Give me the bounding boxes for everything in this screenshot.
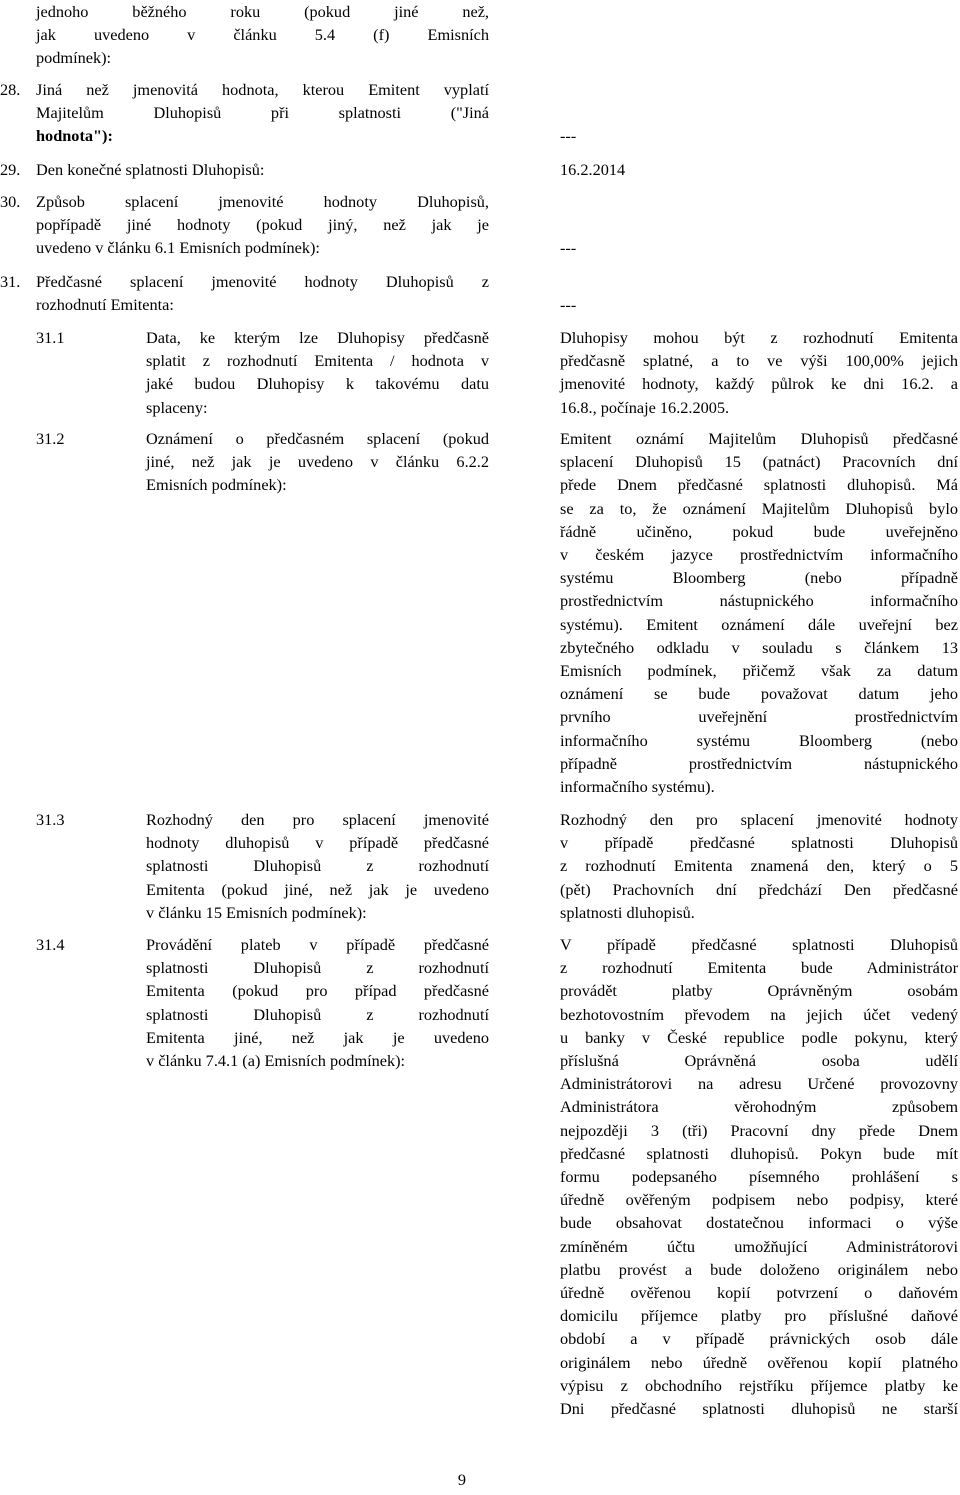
item-number: 30. <box>0 192 21 211</box>
text-line: bude obsahovat dostatečnou informaci o výše <box>560 1213 958 1233</box>
text-line: informačního systému). <box>560 777 715 797</box>
item-number: 28. <box>0 80 21 99</box>
text-line: splatnosti Dluhopisů z rozhodnutí <box>146 856 489 876</box>
text-line: v článku 15 Emisních podmínek): <box>146 902 367 922</box>
text-line: (pět) Prachovních dní předchází Den předčasné <box>560 879 958 899</box>
item-31-2-label <box>146 427 489 497</box>
text-line: výpisu z obchodního rejstříku příjemce platby ke <box>560 1375 958 1395</box>
text-line: platbu provést a bude doloženo originálem nebo <box>560 1259 958 1279</box>
text-line: z rozhodnutí Emitenta bude Administrátor <box>560 958 958 978</box>
text-line: systému). Emitent oznámení dále uveřejní bez <box>560 614 958 634</box>
text-line: Rozhodný den pro splacení jmenovité <box>146 810 489 829</box>
text-line: splacení Dluhopisů 15 (patnáct) Pracovních dní <box>560 452 958 472</box>
text-line: Majitelům Dluhopisů při splatnosti ("Jiná <box>36 103 489 123</box>
item-31-2-value <box>560 427 958 798</box>
item-29-label: Den konečné splatnosti Dluhopisů: <box>36 160 265 179</box>
item-number: 31.2 <box>36 429 65 448</box>
text-line: splatnosti dluhopisů. <box>560 902 695 922</box>
text-line: předčasné splatnosti dluhopisů. Pokyn bude mít <box>560 1143 958 1163</box>
text-line: Jiná než jmenovitá hodnota, kterou Emitent vyplatí <box>36 80 489 99</box>
text-line: prostřednictvím nástupnického informačního <box>560 591 958 611</box>
text-line: Emitenta jiné, než jak je uvedeno <box>146 1027 489 1047</box>
text-line: informačního systému Bloomberg (nebo <box>560 730 958 750</box>
text-line: zmíněném účtu umožňující Administrátorovi <box>560 1236 958 1256</box>
text-line: popřípadě jiné hodnoty (pokud jiný, než jak je <box>36 215 489 235</box>
text-line: Administrátora věrohodným způsobem <box>560 1097 958 1117</box>
text-line: formu podepsaného písemného prohlášení s <box>560 1167 958 1187</box>
text-line: příslušná Oprávněná osoba udělí <box>560 1051 958 1071</box>
text-line: Rozhodný den pro splacení jmenovité hodnoty <box>560 810 958 829</box>
text-line: originálem nebo úředně ověřenou kopií platného <box>560 1352 958 1372</box>
text-line: období a v případě právnických osob dále <box>560 1329 958 1349</box>
text-line: rozhodnutí Emitenta: <box>36 295 174 315</box>
text-line: splatnosti Dluhopisů z rozhodnutí <box>146 958 489 978</box>
text-line: úředně ověřeným podpisem nebo podpisy, které <box>560 1190 958 1210</box>
item-28-value: --- <box>560 126 577 145</box>
item-31-3-label <box>146 808 489 924</box>
text-line: Provádění plateb v případě předčasné <box>146 935 489 954</box>
text-line: domicilu příjemce platby pro příslušné daňové <box>560 1306 958 1326</box>
item-number: 31.1 <box>36 328 65 347</box>
text-line: úředně ověřenou kopií potvrzení o daňovém <box>560 1283 958 1303</box>
text-line: uvedeno v článku 6.1 Emisních podmínek): <box>36 238 320 258</box>
item-number: 31.3 <box>36 810 65 829</box>
text-line: oznámení se bude považovat datum jeho <box>560 684 958 704</box>
text-line: Emisních podmínek, přičemž však za datum <box>560 661 958 681</box>
text-line: hodnota"): <box>36 126 113 146</box>
page-number: 9 <box>457 1470 467 1489</box>
text-line: podmínek): <box>36 48 112 68</box>
item-31-value: --- <box>560 295 577 314</box>
text-line: řádně učiněno, pokud bude uveřejněno <box>560 521 958 541</box>
text-line: Emitenta (pokud pro případ předčasné <box>146 981 489 1001</box>
item-31-1-label <box>146 326 489 419</box>
item-number: 31. <box>0 272 21 291</box>
text-line: Předčasné splacení jmenovité hodnoty Dluhopisů z <box>36 272 489 291</box>
text-line: V případě předčasné splatnosti Dluhopisů <box>560 935 958 954</box>
text-line: v českém jazyce prostřednictvím informačního <box>560 545 958 565</box>
item-number: 29. <box>0 160 21 179</box>
text-line: přede Dnem předčasné splatnosti dluhopisů. Má <box>560 475 958 495</box>
text-line: prvního uveřejnění prostřednictvím <box>560 707 958 727</box>
text-line: splatnosti Dluhopisů z rozhodnutí <box>146 1004 489 1024</box>
text-line: v případě předčasné splatnosti Dluhopisů <box>560 833 958 853</box>
text-line: jaké budou Dluhopisy k takovému datu <box>146 374 489 394</box>
item-30-label <box>36 190 489 260</box>
item-31-3-value <box>560 808 958 924</box>
text-line: v článku 7.4.1 (a) Emisních podmínek): <box>146 1051 406 1071</box>
text-line: Emisních podmínek): <box>146 475 287 495</box>
item-31-4-value <box>560 933 958 1420</box>
text-line: bezhotovostním převodem na jejich účet vedený <box>560 1004 958 1024</box>
item-28-label <box>36 78 489 148</box>
text-line: splatit z rozhodnutí Emitenta / hodnota v <box>146 351 489 371</box>
text-line: jmenovité hodnoty, každý půlrok ke dni 16.2. a <box>560 374 958 394</box>
text-line: nejpozději 3 (tři) Pracovní dny přede Dnem <box>560 1120 958 1140</box>
item-31-1-value <box>560 326 958 419</box>
text-line: Způsob splacení jmenovité hodnoty Dluhopisů, <box>36 192 489 211</box>
item-31-label <box>36 270 489 316</box>
text-line: předčasně splatné, a to ve výši 100,00% jejich <box>560 351 958 371</box>
top-fragment <box>36 0 489 70</box>
item-30-value: --- <box>560 238 577 257</box>
text-line: Oznámení o předčasném splacení (pokud <box>146 429 489 448</box>
text-line: jiné, než jak je uvedeno v článku 6.2.2 <box>146 452 489 472</box>
text-line: hodnoty dluhopisů v případě předčasné <box>146 833 489 853</box>
item-31-4-label <box>146 933 489 1072</box>
text-line: Emitenta (pokud jiné, než jak je uvedeno <box>146 879 489 899</box>
text-line: z rozhodnutí Emitenta znamená den, který o 5 <box>560 856 958 876</box>
text-line: Administrátorovi na adresu Určené provozovny <box>560 1074 958 1094</box>
text-line: jak uvedeno v článku 5.4 (f) Emisních <box>36 25 489 45</box>
text-line: Dni předčasné splatnosti dluhopisů ne starší <box>560 1399 958 1419</box>
item-29-value: 16.2.2014 <box>560 160 626 179</box>
text-line: provádět platby Oprávněným osobám <box>560 981 958 1001</box>
text-line: Dluhopisy mohou být z rozhodnutí Emitenta <box>560 328 958 347</box>
text-line: systému Bloomberg (nebo případně <box>560 568 958 588</box>
text-line: Emitent oznámí Majitelům Dluhopisů předčasné <box>560 429 958 448</box>
item-number: 31.4 <box>36 935 65 954</box>
text-line: jednoho běžného roku (pokud jiné než, <box>36 2 489 21</box>
text-line: zbytečného odkladu v souladu s článkem 13 <box>560 637 958 657</box>
text-line: u banky v České republice podle pokynu, který <box>560 1027 958 1047</box>
text-line: Data, ke kterým lze Dluhopisy předčasně <box>146 328 489 347</box>
text-line: splaceny: <box>146 397 208 417</box>
text-line: případně prostřednictvím nástupnického <box>560 753 958 773</box>
text-line: 16.8., počínaje 16.2.2005. <box>560 397 730 417</box>
text-line: se za to, že oznámení Majitelům Dluhopisů bylo <box>560 498 958 518</box>
